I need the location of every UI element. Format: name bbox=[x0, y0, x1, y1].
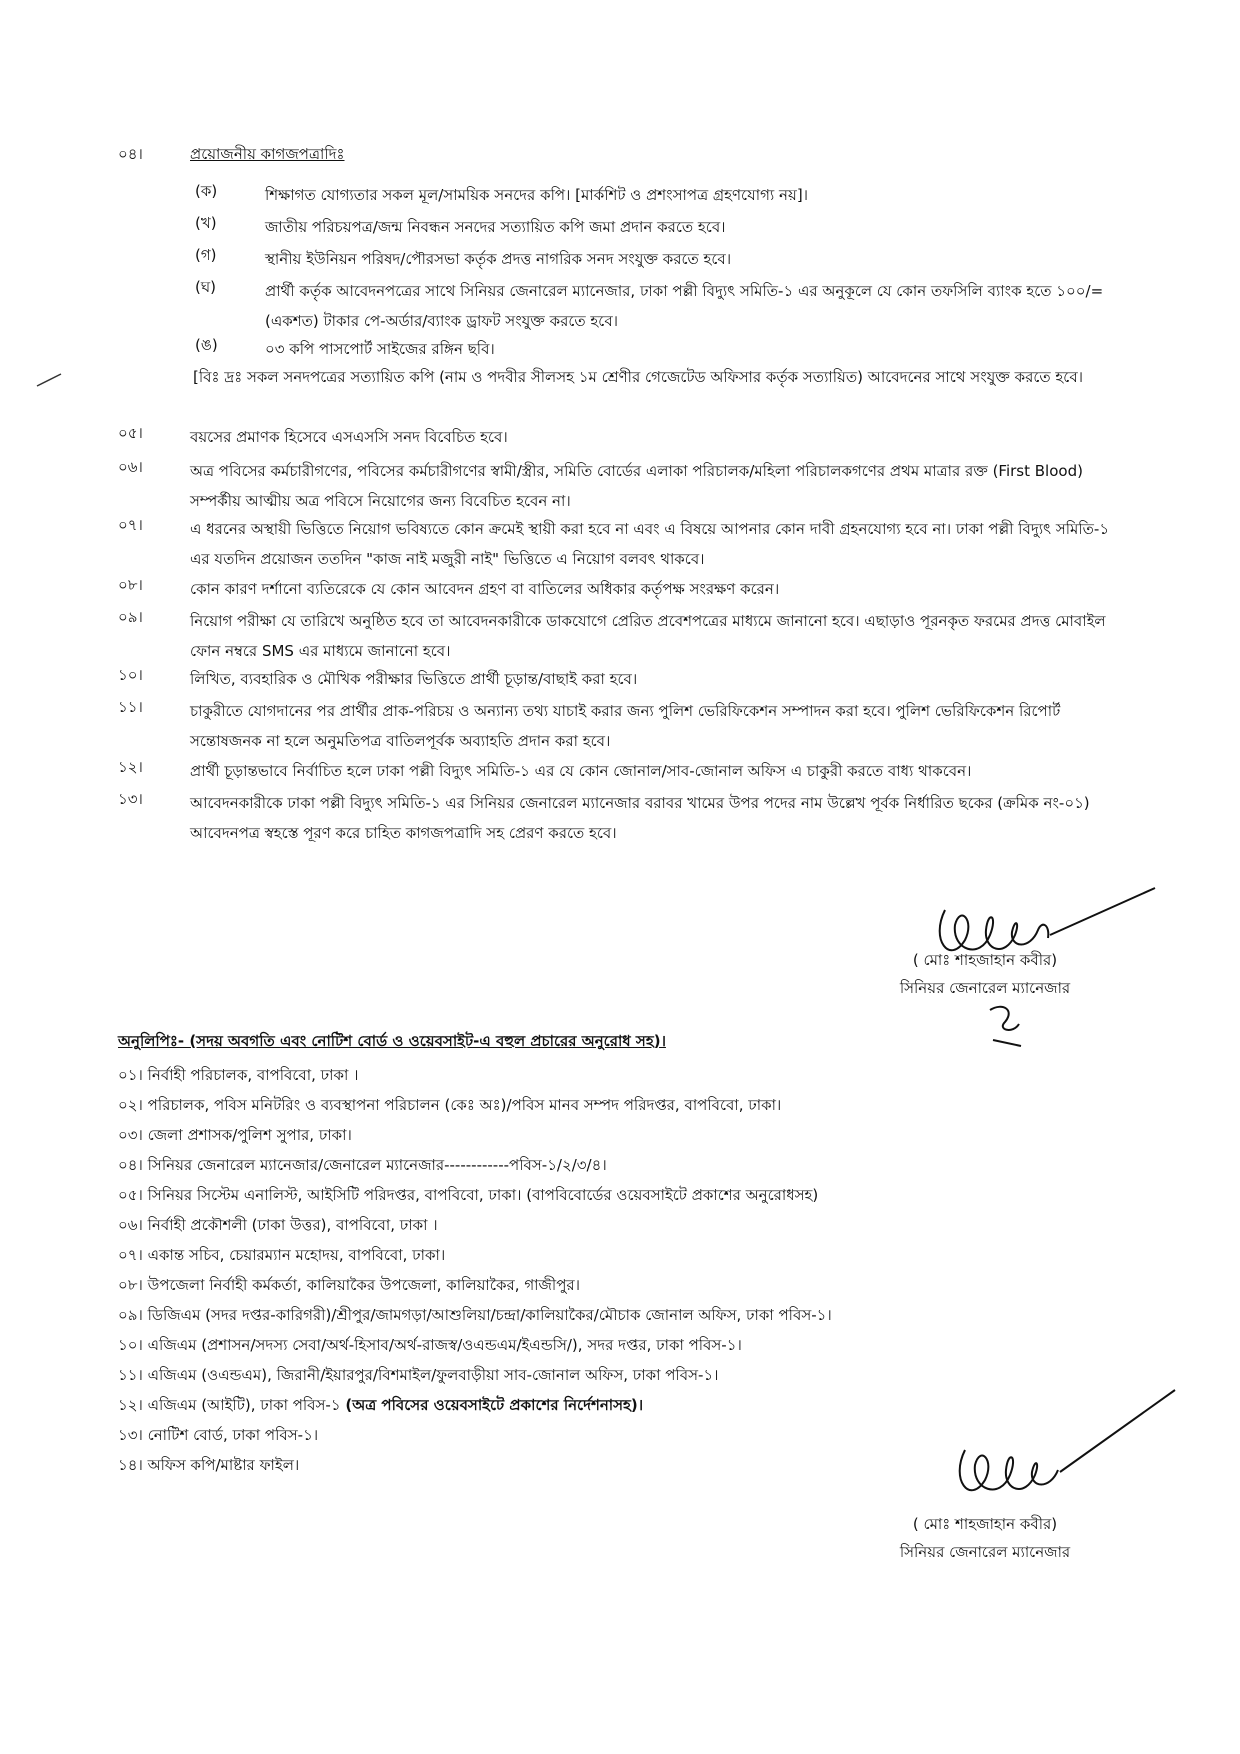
clause-text: প্রার্থী চূড়ান্তভাবে নির্বাচিত হলে ঢাকা পল্লী বিদ্যুৎ সমিতি-১ এর যে কোন জোনাল/সাব-জোনাল অফিস এ চাকুরী করতে বাধ্য থাকবেন। bbox=[190, 762, 972, 780]
copy-to-item: ০৮। উপজেলা নির্বাহী কর্মকর্তা, কালিয়াকৈর উপজেলা, কালিয়াকৈর, গাজীপুর। bbox=[118, 1276, 581, 1294]
signature-name: ( মোঃ শাহজাহান কবীর) bbox=[912, 1515, 1058, 1533]
clause-text: নিয়োগ পরীক্ষা যে তারিখে অনুষ্ঠিত হবে তা আবেদনকারীকে ডাকযোগে প্রেরিত প্রবেশপত্রের মাধ্যমে জানানো হবে। এছাড়াও পূরনকৃত ফরমের প্রদত্ত মোবাইল ফোন নম্বরে SMS এর মাধ্যমে জানানো হবে। bbox=[190, 612, 1106, 660]
copy-to-item: ১৪। অফিস কপি/মাষ্টার ফাইল। bbox=[118, 1456, 300, 1474]
copy-to-item: ১০। এজিএম (প্রশাসন/সদস্য সেবা/অর্থ-হিসাব/অর্থ-রাজস্ব/ওএন্ডএম/ইএন্ডসি/), সদর দপ্তর, ঢাকা পবিস-১। bbox=[118, 1336, 742, 1354]
clause-number: ১১। bbox=[118, 698, 143, 716]
sub-item-text: জাতীয় পরিচয়পত্র/জন্ম নিবন্ধন সনদের সত্যায়িত কপি জমা প্রদান করতে হবে। bbox=[265, 218, 726, 236]
clause-number: ১০। bbox=[118, 666, 143, 684]
signature-designation: সিনিয়র জেনারেল ম্যানেজার bbox=[899, 979, 1071, 997]
clause-text: চাকুরীতে যোগদানের পর প্রার্থীর প্রাক-পরিচয় ও অন্যান্য তথ্য যাচাই করার জন্য পুলিশ ভেরিফিকেশন সম্পাদন করা হবে। পুলিশ ভেরিফিকেশন রিপোর্ট সন্তোষজনক না হলে অনুমতিপত্র বাতিলপূর্বক অব্যাহতি প্রদান করা হবে। bbox=[190, 702, 1061, 750]
clause-number: ১৩। bbox=[118, 790, 143, 808]
copy-to-item-emphasis: (অত্র পবিসের ওয়েবসাইটে প্রকাশের নির্দেশনাসহ)। bbox=[345, 1396, 644, 1414]
copy-to-item: ১১। এজিএম (ওএন্ডএম), জিরানী/ইয়ারপুর/বিশমাইল/ফুলবাড়ীয়া সাব-জোনাল অফিস, ঢাকা পবিস-১। bbox=[118, 1366, 719, 1384]
clause-number: ০৫। bbox=[118, 424, 143, 442]
section-heading: প্রয়োজনীয় কাগজপত্রাদিঃ bbox=[190, 145, 345, 163]
clause-text: কোন কারণ দর্শানো ব্যতিরেকে যে কোন আবেদন গ্রহণ বা বাতিলের অধিকার কর্তৃপক্ষ সংরক্ষণ করেন। bbox=[190, 580, 780, 598]
clause-number: ০৮। bbox=[118, 576, 143, 594]
sub-item-label: (ঙ) bbox=[195, 336, 218, 354]
copy-to-item: ০৩। জেলা প্রশাসক/পুলিশ সুপার, ঢাকা। bbox=[118, 1126, 352, 1144]
copy-to-item: ১২। এজিএম (আইটি), ঢাকা পবিস-১ bbox=[118, 1396, 346, 1414]
clause-text: এ ধরনের অস্থায়ী ভিত্তিতে নিয়োগ ভবিষ্যতে কোন ক্রমেই স্থায়ী করা হবে না এবং এ বিষয়ে আপনার কোন দাবী গ্রহনযোগ্য হবে না। ঢাকা পল্লী বিদ্যুৎ সমিতি-১ এর যতদিন প্রয়োজন ততদিন "কাজ নাই মজুরী নাই" ভিত্তিতে এ নিয়োগ বলবৎ থাকবে। bbox=[190, 520, 1110, 568]
sub-item-label: (ঘ) bbox=[195, 278, 216, 296]
clause-text: অত্র পবিসের কর্মচারীগণের, পবিসের কর্মচারীগণের স্বামী/স্ত্রীর, সমিতি বোর্ডের এলাকা পরিচালক/মহিলা পরিচালকগণের প্রথম মাত্রার রক্ত (First Blood) সম্পর্কীয় আত্মীয় অত্র পবিসে নিয়োগের জন্য বিবেচিত হবেন না। bbox=[190, 462, 1083, 510]
sub-item-text: শিক্ষাগত যোগ্যতার সকল মূল/সাময়িক সনদের কপি। [মার্কশিট ও প্রশংসাপত্র গ্রহণযোগ্য নয়]। bbox=[265, 186, 809, 204]
copy-to-item: ০৫। সিনিয়র সিস্টেম এনালিস্ট, আইসিটি পরিদপ্তর, বাপবিবো, ঢাকা। (বাপবিবোর্ডের ওয়েবসাইটে প্রকাশের অনুরোধসহ) bbox=[118, 1186, 819, 1204]
clause-number: ০৬। bbox=[118, 458, 143, 476]
signature-scribble bbox=[940, 1380, 1180, 1520]
copy-to-item: ০৭। একান্ত সচিব, চেয়ারম্যান মহোদয়, বাপবিবো, ঢাকা। bbox=[118, 1246, 446, 1264]
sub-item-label: (ক) bbox=[195, 182, 218, 200]
initials-mark bbox=[985, 1000, 1025, 1048]
sub-item-text: প্রার্থী কর্তৃক আবেদনপত্রের সাথে সিনিয়র জেনারেল ম্যানেজার, ঢাকা পল্লী বিদ্যুৎ সমিতি-১ এর অনুকূলে যে কোন তফসিলি ব্যাংক হতে ১০০/= (একশত) টাকার পে-অর্ডার/ব্যাংক ড্রাফট সংযুক্ত করতে হবে। bbox=[265, 282, 1104, 330]
clause-number: ০৯। bbox=[118, 608, 143, 626]
signature-designation: সিনিয়র জেনারেল ম্যানেজার bbox=[899, 1543, 1071, 1561]
signature-name: ( মোঃ শাহজাহান কবীর) bbox=[912, 951, 1058, 969]
section-number: ০৪। bbox=[118, 145, 143, 163]
copy-to-item: ০১। নির্বাহী পরিচালক, বাপবিবো, ঢাকা । bbox=[118, 1066, 359, 1084]
copy-to-item: ০৬। নির্বাহী প্রকৌশলী (ঢাকা উত্তর), বাপবিবো, ঢাকা । bbox=[118, 1216, 438, 1234]
clause-number: ১২। bbox=[118, 758, 143, 776]
margin-mark bbox=[35, 370, 65, 390]
clause-number: ০৭। bbox=[118, 516, 143, 534]
copy-to-item: ০৪। সিনিয়র জেনারেল ম্যানেজার/জেনারেল ম্যানেজার------------পবিস-১/২/৩/৪। bbox=[118, 1156, 607, 1174]
sub-item-label: (গ) bbox=[195, 246, 217, 264]
clause-text: বয়সের প্রমাণক হিসেবে এসএসসি সনদ বিবেচিত হবে। bbox=[190, 428, 508, 446]
sub-item-text: ০৩ কপি পাসপোর্ট সাইজের রঙ্গিন ছবি। bbox=[265, 340, 495, 358]
sub-item-text: স্থানীয় ইউনিয়ন পরিষদ/পৌরসভা কর্তৃক প্রদত্ত নাগরিক সনদ সংযুক্ত করতে হবে। bbox=[265, 250, 732, 268]
copy-to-item: ০২। পরিচালক, পবিস মনিটরিং ও ব্যবস্থাপনা পরিচালন (কেঃ অঃ)/পবিস মানব সম্পদ পরিদপ্তর, বাপবিবো, ঢাকা। bbox=[118, 1096, 782, 1114]
copy-to-item: ১৩। নোটিশ বোর্ড, ঢাকা পবিস-১। bbox=[118, 1426, 319, 1444]
clause-text: লিখিত, ব্যবহারিক ও মৌখিক পরীক্ষার ভিত্তিতে প্রার্থী চূড়ান্ত/বাছাই করা হবে। bbox=[190, 670, 638, 688]
copy-to-item: ০৯। ডিজিএম (সদর দপ্তর-কারিগরী)/শ্রীপুর/জামগড়া/আশুলিয়া/চন্দ্রা/কালিয়াকৈর/মৌচাক জোনাল অফিস, ঢাকা পবিস-১। bbox=[118, 1306, 832, 1324]
sub-item-label: (খ) bbox=[195, 214, 217, 232]
copy-to-title: অনুলিপিঃ- (সদয় অবগতি এবং নোটিশ বোর্ড ও ওয়েবসাইট-এ বহুল প্রচারের অনুরোধ সহ)। bbox=[118, 1032, 666, 1050]
note-text: [বিঃ দ্রঃ সকল সনদপত্রের সত্যায়িত কপি (নাম ও পদবীর সীলসহ ১ম শ্রেণীর গেজেটেড অফিসার কর্তৃক সত্যায়িত) আবেদনের সাথে সংযুক্ত করতে হবে। bbox=[193, 368, 1084, 386]
clause-text: আবেদনকারীকে ঢাকা পল্লী বিদ্যুৎ সমিতি-১ এর সিনিয়র জেনারেল ম্যানেজার বরাবর খামের উপর পদের নাম উল্লেখ পূর্বক নির্ধারিত ছকের (ক্রমিক নং-০১) আবেদনপত্র স্বহস্তে পূরণ করে চাহিত কাগজপত্রাদি সহ প্রেরণ করতে হবে। bbox=[190, 794, 1090, 842]
